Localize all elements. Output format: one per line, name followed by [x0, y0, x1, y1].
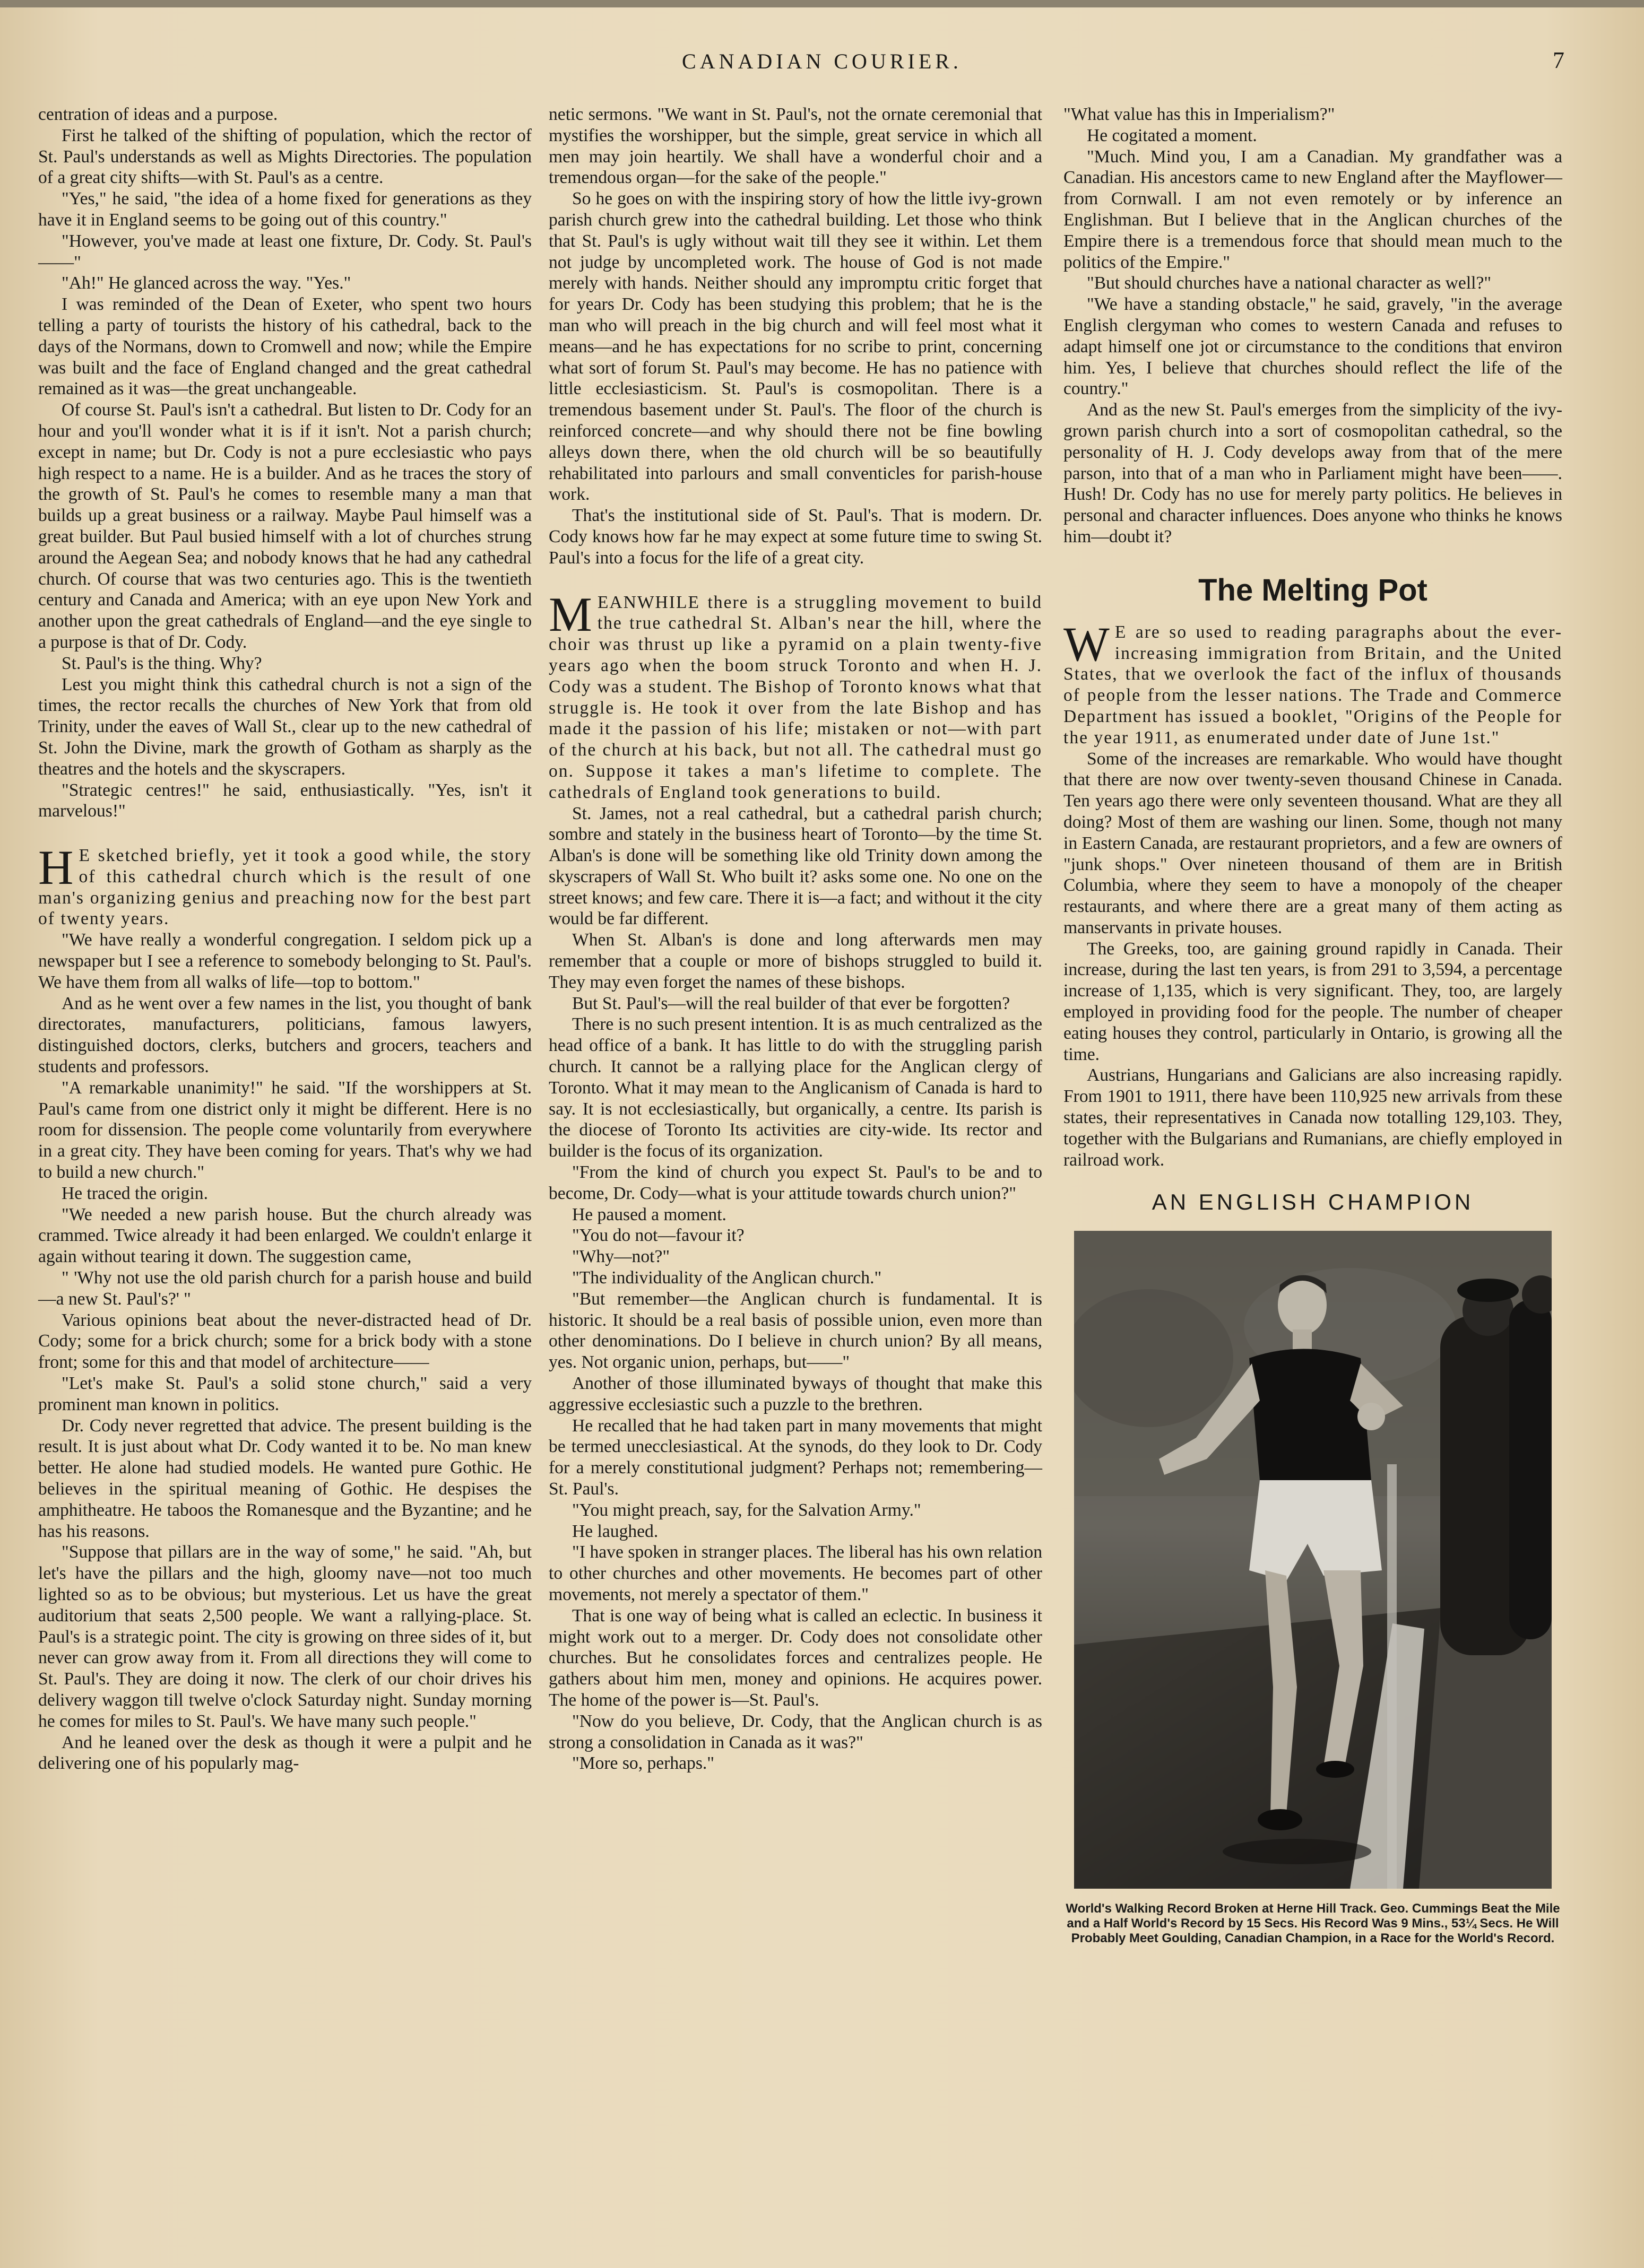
- paragraph: "Suppose that pillars are in the way of some," he said. "Ah, but let's have the pillars and the high, gloomy nave—not too much lighted so as to be obvious; but mysterious. Let us have the great auditorium that seats 2,500 people. We want a rallying-place. St. Paul's is a strategic point. The city is growing on three sides of it, but never can grow away from it. From all directions they will come to St. Paul's. They are doing it now. The clerk of our choir drives his delivery waggon till twelve o'clock Saturday night. Sunday morning he comes for miles to St. Paul's. We have many such people.": [38, 1542, 532, 1731]
- paragraph: "Ah!" He glanced across the way. "Yes.": [62, 273, 351, 293]
- paragraph-text: EANWHILE there is a struggling movement to build the true cathedral St. Alban's near the hill, where the choir was thrust up like a pyramid on a plain twenty-five years ago when the boom struck Toronto and when H. J. Cody was a student. The Bishop of Toronto knows what that struggle is. He took it over from the late Bishop and has made it the passion of his life; mistaken or not—with part of the church at his back, but not all. The cathedral must go on. Suppose it takes a man's lifetime to complete. The cathedrals of England took generations to build.: [549, 592, 1042, 802]
- walker-photo-illustration: [1074, 1231, 1552, 1889]
- paragraph: He cogitated a moment.: [1087, 125, 1257, 145]
- paragraph: That's the institutional side of St. Paul's. That is modern. Dr. Cody knows how far he may expect at some future time to swing St. Paul's into a focus for the life of a great city.: [549, 506, 1042, 568]
- paragraph: "A remarkable unanimity!" he said. "If the worshippers at St. Paul's came from one district only it might be different. Here is no room for dissension. The people come voluntarily from everywhere in a great city. They have been coming for years. That's why we had to build a new church.": [38, 1077, 532, 1183]
- paragraph: When St. Alban's is done and long afterwards men may remember that a couple or more of bishops struggled to build it. They may even forget the names of these bishops.: [549, 930, 1042, 992]
- paragraph: "More so, perhaps.": [572, 1753, 715, 1774]
- paragraph: "We have a standing obstacle," he said, gravely, "in the average English clergyman who comes to western Canada and refuses to adapt himself one jot or circumstance to the conditions that environ him. Yes, I believe that churches should reflect the life of the country.": [1063, 294, 1562, 399]
- section-gap: [549, 569, 1042, 592]
- page-number: 7: [1553, 47, 1564, 73]
- paragraph: Another of those illuminated byways of thought that make this aggressive ecclesiastic such a puzzle to the brethren.: [549, 1374, 1042, 1414]
- paragraph: He paused a moment.: [572, 1204, 726, 1224]
- paragraph: I was reminded of the Dean of Exeter, who spent two hours telling a party of tourists the history of his cathedral, back to the days of the Normans, down to Cromwell and now; while the Empire was built and the face of England changed and the great cathedral remained as it was—the great unchangeable.: [38, 294, 532, 399]
- melting-pot-title: The Melting Pot: [1198, 572, 1427, 607]
- paragraph: "Why—not?": [572, 1247, 670, 1267]
- paragraph: But St. Paul's—will the real builder of that ever be forgotten?: [572, 993, 1010, 1013]
- paragraph: And as the new St. Paul's emerges from the simplicity of the ivy-grown parish church into a sort of cosmopolitan cathedral, so the personality of H. J. Cody develops away from that of the mere parson, into that of a man who in Parliament might have been——. Hush! Dr. Cody has no use for merely party politics. He believes in personal and character influences. Does anyone who thinks he knows him—doubt it?: [1063, 400, 1562, 546]
- paragraph-text: E sketched briefly, yet it took a good while, the story of this cathedral church which is the result of one man's organizing genius and preaching now for the best part of twenty years.: [38, 846, 532, 929]
- paragraph: "Much. Mind you, I am a Canadian. My grandfather was a Canadian. His ancestors came to new England after the Mayflower—from Cornwall. I am not even remotely or by inference an Englishman. But I believe that in the Anglican churches of the Empire there is a tremendous force that should mean much to the politics of the Empire.": [1063, 146, 1562, 272]
- paragraph: First he talked of the shifting of population, which the rector of St. Paul's understands as well as Mights Directories. The population of a great city shifts—with St. Paul's as a centre.: [38, 125, 532, 188]
- section-gap: [38, 822, 532, 845]
- paragraph: Lest you might think this cathedral church is not a sign of the times, the rector recalls the churches of New York that from old Trinity, under the eaves of Wall St., clear up to the new cathedral of St. John the Divine, mark the growth of Gotham as sharply as the theatres and the hotels and the skyscrapers.: [38, 674, 532, 779]
- paragraph: "Yes," he said, "the idea of a home fixed for generations as they have it in England seems to be going out of this country.": [38, 189, 532, 230]
- paragraph: "The individuality of the Anglican church.": [572, 1268, 882, 1288]
- drop-cap: M: [549, 587, 592, 641]
- drop-cap: W: [1063, 616, 1110, 671]
- paragraph: He traced the origin.: [62, 1183, 208, 1203]
- running-head: CANADIAN COURIER.: [682, 49, 962, 73]
- drop-cap: H: [38, 840, 74, 895]
- paragraph: "But should churches have a national character as well?": [1087, 273, 1492, 293]
- paragraph: "Now do you believe, Dr. Cody, that the Anglican church is as strong a consolidation in Canada as it was?": [549, 1711, 1042, 1752]
- paragraph: "From the kind of church you expect St. Paul's to be and to become, Dr. Cody—what is your attitude towards church union?": [549, 1162, 1042, 1203]
- column-1: [38, 104, 532, 1774]
- paragraph: centration of ideas and a purpose.: [38, 105, 278, 124]
- paragraph: Some of the increases are remarkable. Who would have thought that there are now over twenty-seven thousand Chinese in Canada. Ten years ago there were only seventeen thousand. What are they all doing? Most of them are washing our linen. Some, though not many in Eastern Canada, are restaurant proprietors, and a few are owners of "junk shops." Over nineteen thousand of them are in British Columbia, where they seem to have a monopoly of the cheaper restaurants, and where there are a great many of them acting as manservants in private houses.: [1063, 749, 1562, 937]
- paragraph: He laughed.: [572, 1521, 659, 1541]
- photo-title: AN ENGLISH CHAMPION: [1152, 1189, 1474, 1215]
- paragraph: "But remember—the Anglican church is fundamental. It is historic. It should be a real basis of possible union, even more than other denominations. Do I believe in church union? By all means, yes. Not organic union, perhaps, but——": [549, 1289, 1042, 1372]
- paragraph: There is no such present intention. It is as much centralized as the head office of a bank. It has little to do with the struggling parish church. It cannot be a rallying place for the Anglican clergy of Toronto. What it may mean to the Anglicanism of Canada is hard to say. It is not ecclesiastically, but organically, a centre. Its parish is the diocese of Toronto Its activities are city-wide. Its rector and builder is the focus of its organization.: [549, 1014, 1042, 1161]
- paragraph: "We have really a wonderful congregation. I seldom pick up a newspaper but I see a reference to somebody belonging to St. Paul's. We have them from all walks of life—top to bottom.": [38, 930, 532, 992]
- paragraph: "What value has this in Imperialism?": [1063, 105, 1335, 124]
- paragraph: netic sermons. "We want in St. Paul's, not the ornate ceremonial that mystifies the worshipper, but the simple, great service in which all men may join heartily. We shall have a wonderful choir and a tremendous organ—for the sake of the people.": [549, 105, 1042, 188]
- paragraph: "Strategic centres!" he said, enthusiastically. "Yes, isn't it marvelous!": [38, 780, 532, 821]
- paragraph: So he goes on with the inspiring story of how the little ivy-grown parish church grew into the cathedral building. Let those who think that St. Paul's is ugly without wait till they see it within. Let them not judge by uncompleted work. The house of God is not made merely with hands. Neither should any impromptu critic forget that for years Dr. Cody has been studying this problem; that he is the man who will preach in the big church and will feel most what it means—and he has expectations for no scribe to print, concerning what sort of forum St. Paul's may become. He has no patience with little ecclesiasticism. St. Paul's is cosmopolitan. There is a tremendous basement under St. Paul's. The floor of the church is reinforced concrete—and why should there not be fine bowling alleys down there, when the old church will be so beautifully rehabilitated into parlours and small conventicles for parish-house work.: [549, 189, 1042, 505]
- paragraph: The Greeks, too, are gaining ground rapidly in Canada. Their increase, during the last ten years, is from 291 to 3,594, a percentage increase of 1,135, which is very significant. They, too, are largely employed in providing food for the people. The number of cheaper eating houses they control, particularly in Ontario, is growing all the time.: [1063, 939, 1562, 1064]
- paragraph: He recalled that he had taken part in many movements that might be termed unecclesiastical. At the synods, do they look to Dr. Cody for a merely constitutional judgment? Perhaps not; remembering—St. Paul's.: [549, 1415, 1042, 1499]
- paragraph: St. Paul's is the thing. Why?: [62, 653, 262, 673]
- paragraph: Austrians, Hungarians and Galicians are also increasing rapidly. From 1901 to 1911, there have been 110,925 new arrivals from these states, their representatives in Canada now totalling 129,103. They, together with the Bulgarians and Rumanians, are chiefly employed in railroad work.: [1063, 1065, 1562, 1170]
- paragraph: And as he went over a few names in the list, you thought of bank directorates, manufacturers, politicians, famous lawyers, distinguished doctors, clerks, butchers and grocers, teachers and students and professors.: [38, 993, 532, 1077]
- paragraph: "We needed a new parish house. But the church already was crammed. Twice already it had been enlarged. We couldn't enlarge it again without tearing it down. The suggestion came,: [38, 1204, 532, 1267]
- paragraph: "You might preach, say, for the Salvation Army.": [572, 1500, 921, 1520]
- column-2: [549, 104, 1042, 1774]
- paragraph-dropcap: [549, 587, 1042, 803]
- paragraph: And he leaned over the desk as though it were a pulpit and he delivering one of his popularly mag-: [38, 1732, 532, 1774]
- walker-photo: [1074, 1231, 1552, 1889]
- paragraph: Various opinions beat about the never-distracted head of Dr. Cody; some for a brick church; some for a brick body with a stone front; some for this and that model of architecture——: [38, 1310, 532, 1372]
- paragraph: "However, you've made at least one fixture, Dr. Cody. St. Paul's——": [38, 231, 532, 272]
- column-3: [1063, 104, 1562, 1946]
- top-edge-rule: [0, 0, 1644, 7]
- paragraph: Of course St. Paul's isn't a cathedral. But listen to Dr. Cody for an hour and you'll wonder what it is if it isn't. Not a parish church; except in name; but Dr. Cody is not a pure ecclesiastic who pays high respect to a name. He is a builder. And as he traces the story of the growth of St. Paul's he comes to resemble many a man that builds up a great business or a railway. Maybe Paul himself was a great builder. But Paul busied himself with a lot of churches strung around the Aegean Sea; and nobody knows that he had any cathedral church. Of course that was two centuries ago. This is the twentieth century and Canada and America; with an eye upon New York and another upon the great cathedrals of England—and the eye single to a purpose is that of Dr. Cody.: [38, 400, 532, 652]
- paragraph-text: E are so used to reading paragraphs about the ever-increasing immigration from Britain, and the United States, that we overlook the fact of the influx of thousands of people from the lesser nations. The Trade and Commerce Department has issued a booklet, "Origins of the People for the year 1911, as enumerated under date of June 1st.": [1063, 622, 1562, 748]
- paragraph: "Let's make St. Paul's a solid stone church," said a very prominent man known in politics.: [38, 1374, 532, 1414]
- paragraph: That is one way of being what is called an eclectic. In business it might work out to a merger. Dr. Cody does not consolidate other churches. But he consolidates forces and centralizes people. He gathers about him men, money and opinions. He acquires power. The home of the power is—St. Paul's.: [549, 1605, 1042, 1710]
- paragraph-dropcap: [38, 840, 532, 929]
- paragraph: " 'Why not use the old parish church for a parish house and build—a new St. Paul's?' ": [38, 1268, 532, 1309]
- paragraph: "You do not—favour it?: [572, 1226, 745, 1246]
- paragraph: Dr. Cody never regretted that advice. The present building is the result. It is just about what Dr. Cody wanted it to be. No man knew better. He alone had studied models. He wanted pure Gothic. He believes in the spiritual meaning of Gothic. He despises the amphitheatre. He taboos the Romanesque and the Byzantine; and he has his reasons.: [38, 1415, 532, 1541]
- paragraph: "I have spoken in stranger places. The liberal has his own relation to other churches and other movements. He becomes part of other movements, not merely a spectator of them.": [549, 1542, 1042, 1604]
- paragraph-dropcap: [1063, 616, 1562, 749]
- paragraph: St. James, not a real cathedral, but a cathedral parish church; sombre and stately in the business heart of Toronto—by the time St. Alban's is done will be something like old Trinity down among the skyscrapers of Wall St. Who built it? asks some one. No one on the street knows; and few care. There it is—a fact; and without it the city would be far different.: [549, 803, 1042, 929]
- photo-caption: World's Walking Record Broken at Herne Hill Track. Geo. Cummings Beat the Mile and a Half World's Record by 15 Secs. His Record Was 9 Mins., 53¼ Secs. He Will Probably Meet Goulding, Canadian Champion, in a Race for the World's Record.: [1066, 1901, 1560, 1946]
